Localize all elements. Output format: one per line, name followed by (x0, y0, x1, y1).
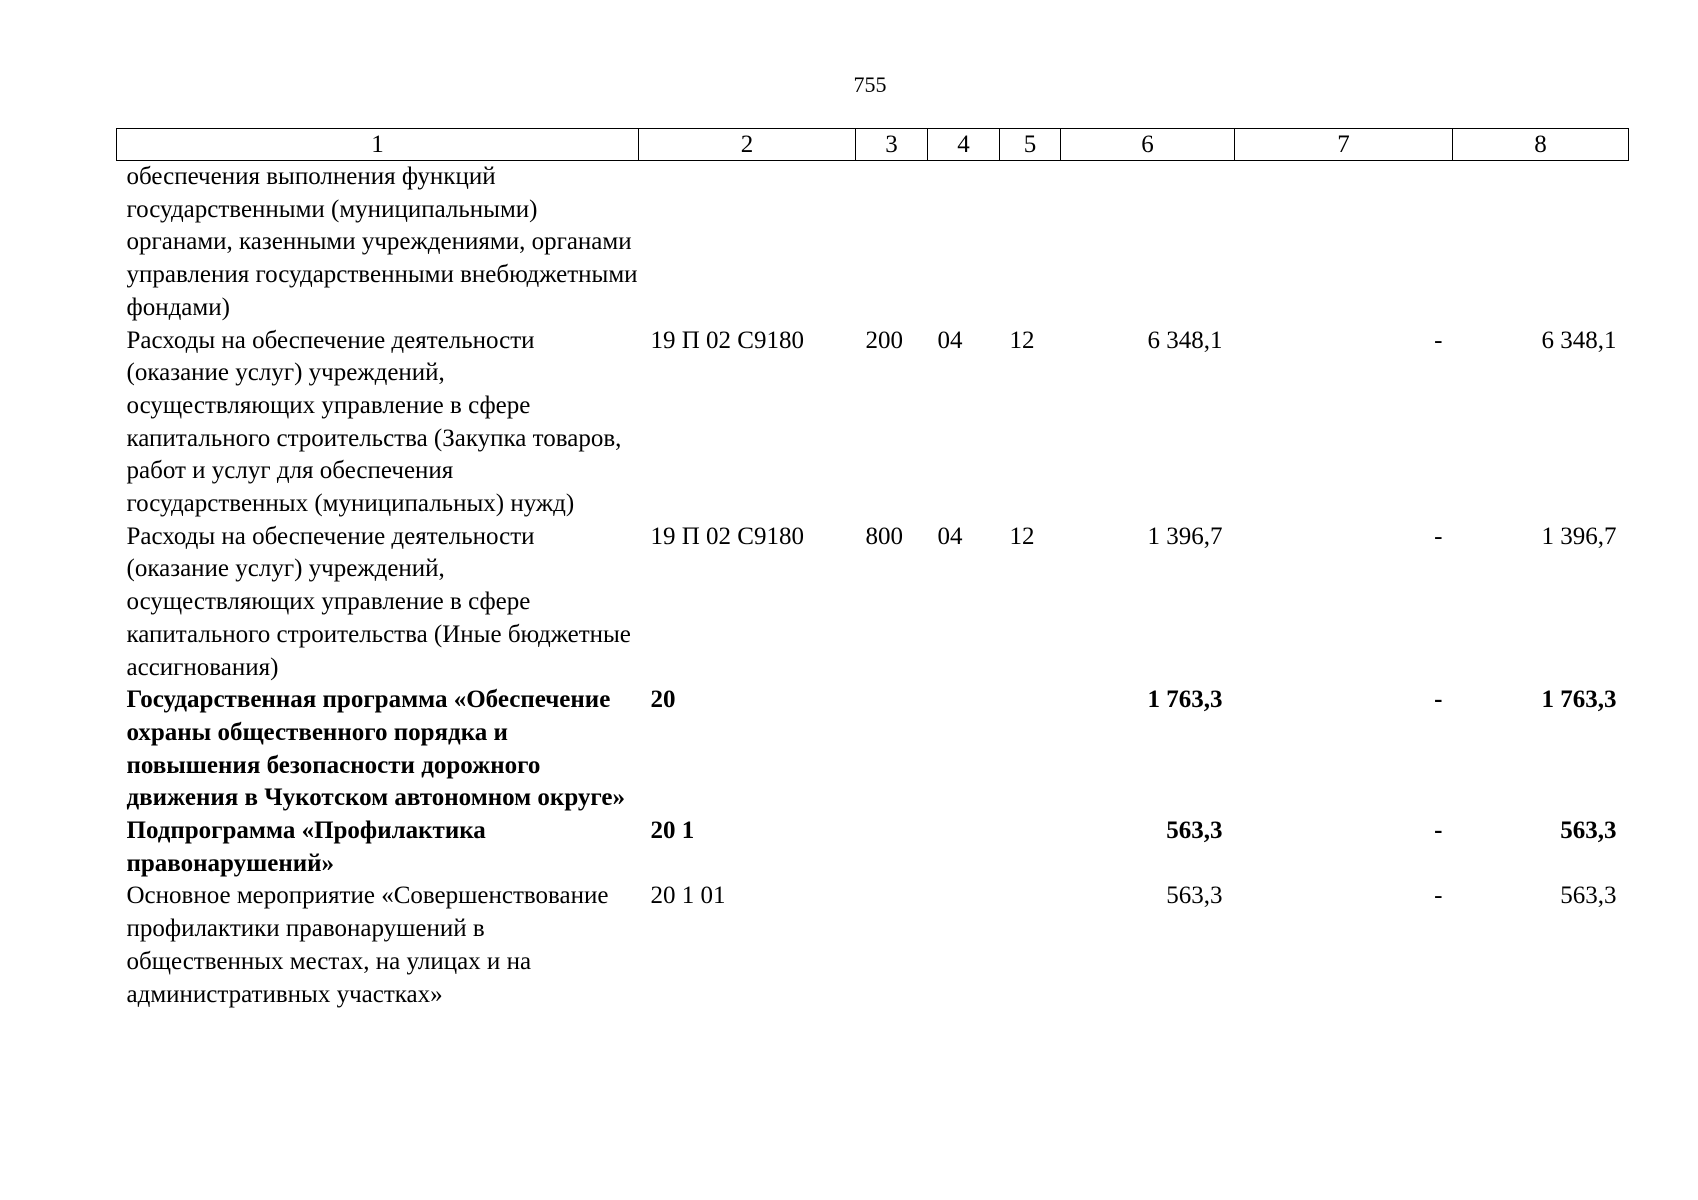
row-c8: 1 763,3 (1541, 686, 1617, 714)
column-number-header (117, 129, 1629, 161)
row-c3: 200 (865, 326, 903, 354)
row-c4 (928, 880, 1000, 1011)
table-row (117, 161, 1629, 325)
row-c5 (1000, 815, 1061, 880)
table-row (117, 815, 1629, 880)
row-c8: 563,3 (1560, 817, 1617, 845)
row-c6: 6 348,1 (1147, 326, 1223, 354)
column-header: 7 (1235, 129, 1453, 161)
row-c7: - (1434, 817, 1443, 845)
row-code: 20 1 01 (650, 882, 726, 910)
row-c4: 04 (937, 522, 963, 550)
column-header: 8 (1453, 129, 1629, 161)
table-row (117, 684, 1629, 815)
row-c4 (928, 684, 1000, 815)
row-c7: - (1434, 522, 1443, 550)
row-code (639, 161, 856, 325)
row-c6: 1 763,3 (1147, 686, 1223, 714)
row-c5: 12 (1009, 326, 1035, 354)
row-c4 (928, 815, 1000, 880)
row-c5: 12 (1009, 522, 1035, 550)
column-header: 2 (639, 129, 856, 161)
row-name: Расходы на обеспечение деятельности (оказание услуг) учреждений, осуществляющих управление в сфере капитального строительства (Закупка товаров, работ и услуг для обеспечения государственных (муниципальных) нужд) (126, 326, 622, 518)
row-c4 (928, 161, 1000, 325)
row-c6 (1061, 161, 1235, 325)
page-number: 755 (853, 72, 887, 97)
row-code: 19 П 02 С9180 (650, 522, 804, 550)
row-c8 (1453, 161, 1629, 325)
column-header: 6 (1061, 129, 1235, 161)
table-row (117, 325, 1629, 521)
row-c7: - (1434, 882, 1443, 910)
row-c5 (1000, 684, 1061, 815)
row-name: Расходы на обеспечение деятельности (оказание услуг) учреждений, осуществляющих управление в сфере капитального строительства (Иные бюджетные ассигнования) (126, 522, 631, 681)
row-c4: 04 (937, 326, 963, 354)
row-c7: - (1434, 326, 1443, 354)
row-name: Подпрограмма «Профилактика правонарушений» (126, 817, 486, 877)
row-name: Государственная программа «Обеспечение охраны общественного порядка и повышения безопасности дорожного движения в Чукотском автономном округе» (126, 686, 626, 812)
row-name: обеспечения выполнения функций государственными (муниципальными) органами, казенными учреждениями, органами управления государственными внебюджетными фондами) (126, 163, 638, 321)
row-c6: 563,3 (1166, 817, 1223, 845)
row-c5 (1000, 161, 1061, 325)
row-c7 (1235, 161, 1453, 325)
column-header: 3 (856, 129, 928, 161)
row-c3: 800 (865, 522, 903, 550)
row-c3 (856, 684, 928, 815)
column-header: 1 (117, 129, 639, 161)
row-c8: 6 348,1 (1541, 326, 1617, 354)
row-name: Основное мероприятие «Совершенствование профилактики правонарушений в общественных местах, на улицах и на административных участках» (126, 882, 609, 1008)
budget-table (116, 128, 1629, 1011)
row-c8: 563,3 (1560, 882, 1617, 910)
row-c3 (856, 815, 928, 880)
row-code: 20 (650, 686, 676, 714)
table-row (117, 880, 1629, 1011)
row-code: 19 П 02 С9180 (650, 326, 804, 354)
row-code: 20 1 (650, 817, 695, 845)
column-header: 5 (1000, 129, 1061, 161)
column-header: 4 (928, 129, 1000, 161)
row-c6: 563,3 (1166, 882, 1223, 910)
row-c6: 1 396,7 (1147, 522, 1223, 550)
row-c5 (1000, 880, 1061, 1011)
row-c3 (856, 880, 928, 1011)
table-row (117, 521, 1629, 685)
row-c7: - (1434, 686, 1443, 714)
row-c8: 1 396,7 (1541, 522, 1617, 550)
row-c3 (856, 161, 928, 325)
